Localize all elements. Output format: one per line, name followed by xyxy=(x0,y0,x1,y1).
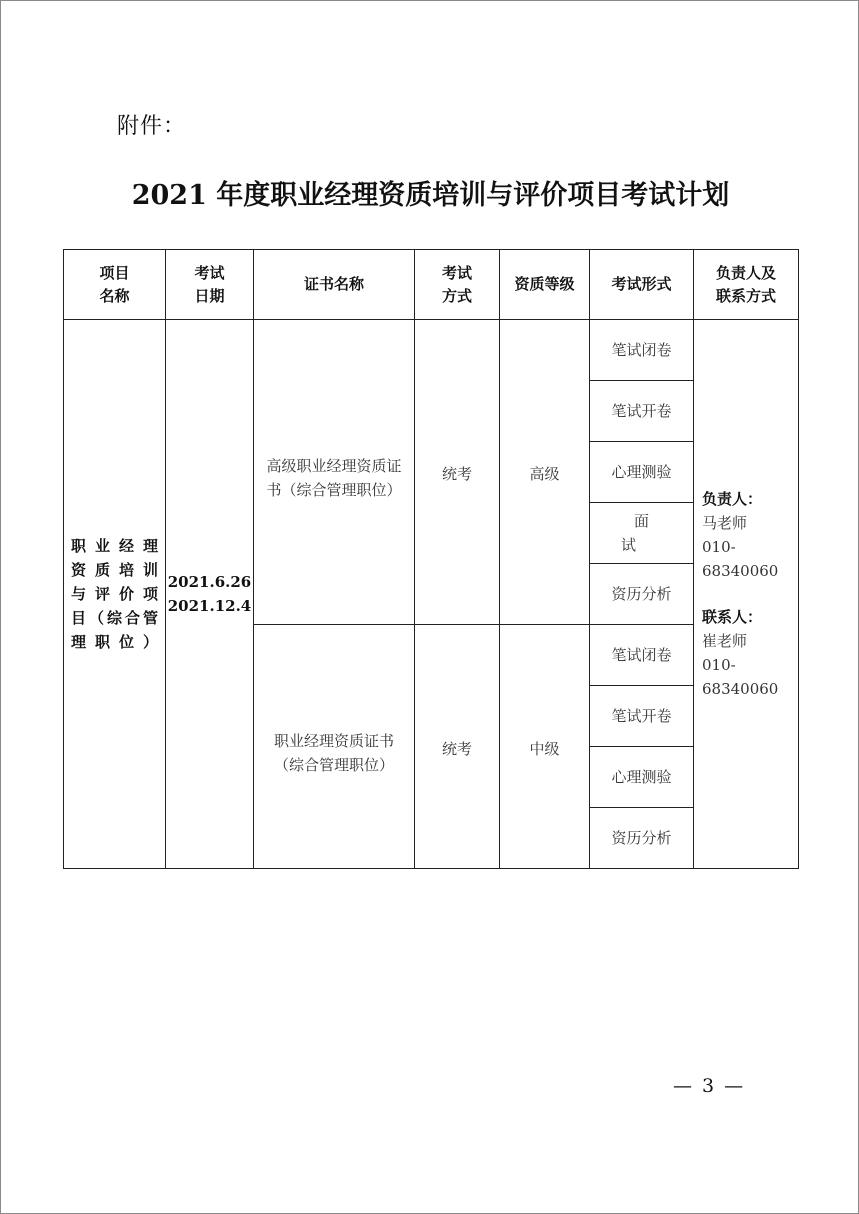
exam-form-cell: 心理测验 xyxy=(590,747,694,808)
cert-name-line: 书（综合管理职位） xyxy=(266,481,402,499)
header-mode xyxy=(415,250,500,320)
header-contact-line1: 负责人及 xyxy=(715,263,776,282)
header-date-line1: 考试 xyxy=(194,263,225,282)
table-header-row xyxy=(64,250,799,320)
exam-form-cell: 笔试闭卷 xyxy=(590,625,694,686)
table-row xyxy=(64,320,799,381)
contact-cell xyxy=(694,320,799,869)
exam-form-cell xyxy=(590,503,694,564)
liaison-phone: 010-68340060 xyxy=(702,656,779,698)
header-contact xyxy=(694,250,799,320)
header-mode-line1: 考试 xyxy=(441,263,472,282)
project-name-cell xyxy=(64,320,166,869)
exam-form-cell: 笔试开卷 xyxy=(590,686,694,747)
page-title: 2021 年度职业经理资质培训与评价项目考试计划 xyxy=(131,180,730,211)
project-name-line: 资质培训 xyxy=(71,561,158,579)
header-level xyxy=(500,250,590,320)
header-cert-text: 证书名称 xyxy=(303,275,364,293)
contact-spacer xyxy=(702,583,790,605)
qualification-level-cell: 高级 xyxy=(500,320,590,625)
header-form-text: 考试形式 xyxy=(611,275,672,293)
owner-label: 负责人： xyxy=(702,490,763,508)
exam-dates-cell xyxy=(166,320,254,869)
exam-form-cell: 心理测验 xyxy=(590,442,694,503)
liaison-name: 崔老师 xyxy=(702,632,748,650)
header-level-text: 资质等级 xyxy=(514,275,575,293)
exam-mode-cell: 统考 xyxy=(415,320,500,625)
header-form xyxy=(590,250,694,320)
cert-name-line: 职业经理资质证书 xyxy=(273,732,394,750)
exam-date: 2021.6.26 xyxy=(167,573,252,591)
owner-name: 马老师 xyxy=(702,514,748,532)
project-name-line: 理职位） xyxy=(71,633,158,651)
header-date xyxy=(166,250,254,320)
exam-mode-cell: 统考 xyxy=(415,625,500,869)
header-cert xyxy=(254,250,415,320)
header-mode-line2: 方式 xyxy=(441,286,472,305)
header-project-line1: 项目 xyxy=(99,263,130,282)
attachment-label: 附件： xyxy=(117,114,187,139)
qualification-level-cell: 中级 xyxy=(500,625,590,869)
exam-form-cell: 笔试闭卷 xyxy=(590,320,694,381)
exam-plan-table xyxy=(63,249,799,869)
header-project xyxy=(64,250,166,320)
cert-name-cell xyxy=(254,625,415,869)
cert-name-line: 高级职业经理资质证 xyxy=(266,457,402,475)
exam-form-cell: 资历分析 xyxy=(590,564,694,625)
exam-date: 2021.12.4 xyxy=(167,597,252,615)
liaison-label: 联系人： xyxy=(702,608,763,626)
project-name-line: 与评价项 xyxy=(71,585,158,603)
cert-name-line: （综合管理职位） xyxy=(273,756,394,774)
project-name-line: 目（综合管 xyxy=(71,609,158,627)
cert-name-cell xyxy=(254,320,415,625)
header-date-line2: 日期 xyxy=(194,286,225,305)
exam-form-cell: 资历分析 xyxy=(590,808,694,869)
header-contact-line2: 联系方式 xyxy=(715,286,776,305)
header-project-line2: 名称 xyxy=(99,286,130,305)
owner-phone: 010-68340060 xyxy=(702,538,779,580)
page-number: — 3 — xyxy=(673,1075,746,1097)
exam-form-text: 面试 xyxy=(620,512,675,554)
exam-form-cell: 笔试开卷 xyxy=(590,381,694,442)
project-name-line: 职业经理 xyxy=(71,537,158,555)
